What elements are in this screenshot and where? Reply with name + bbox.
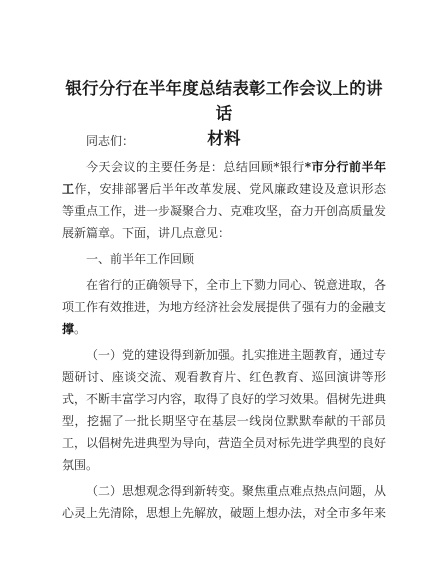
salutation-text: 同志们： (86, 134, 135, 148)
paragraph-review (62, 274, 386, 340)
paragraph-party-building (62, 344, 386, 476)
document-body (62, 130, 386, 528)
paragraph-review-end: 。 (74, 322, 87, 336)
paragraph-intro-text: 今天会议的主要任务是：总结回顾*银行 (86, 160, 305, 174)
section-heading-1-text: 一、前半年工作回顾 (86, 252, 195, 266)
paragraph-intro-rest: 作，安排部署后半年改革发展、党风廉政建设及意识形态等重点工作，进一步凝聚合力、克难攻坚，奋力开创高质量发展新篇章。下面，讲几点意见： (62, 182, 387, 240)
paragraph-review-text: 在省行的正确领导下，全市上下勠力同心、锐意进取，各项工作有效推进，为地方经济社会发展提供了强有力的金融支 (62, 278, 387, 314)
salutation (62, 130, 386, 152)
paragraph-intro (62, 156, 386, 244)
paragraph-mindset-text: （二）思想观念得到新转变。聚焦重点难点热点问题，从心灵上先清除，思想上先解放，破题上想办法，对全市多年来 (62, 484, 387, 520)
title-line-1: 银行分行在半年度总结表彰工作会议上的讲话 (65, 79, 383, 123)
title-line-2: 材料 (207, 129, 241, 148)
paragraph-intro-bold: *市分行前半年工 (62, 160, 386, 196)
paragraph-party-building-text: （一）党的建设得到新加强。扎实推进主题教育，通过专题研讨、座谈交流、观看教育片、红色教育、巡回演讲等形式，不断丰富学习内容，取得了良好的学习效果。倡树先进典型，挖掘了一批长期坚守在基层一线岗位默默奉献的干部员工，以倡树先进典型为导向，营造全员对标先进学典型的良好氛围。 (62, 348, 387, 472)
paragraph-review-bold: 撑 (62, 322, 75, 336)
section-heading-1 (62, 248, 386, 270)
paragraph-mindset (62, 480, 386, 524)
